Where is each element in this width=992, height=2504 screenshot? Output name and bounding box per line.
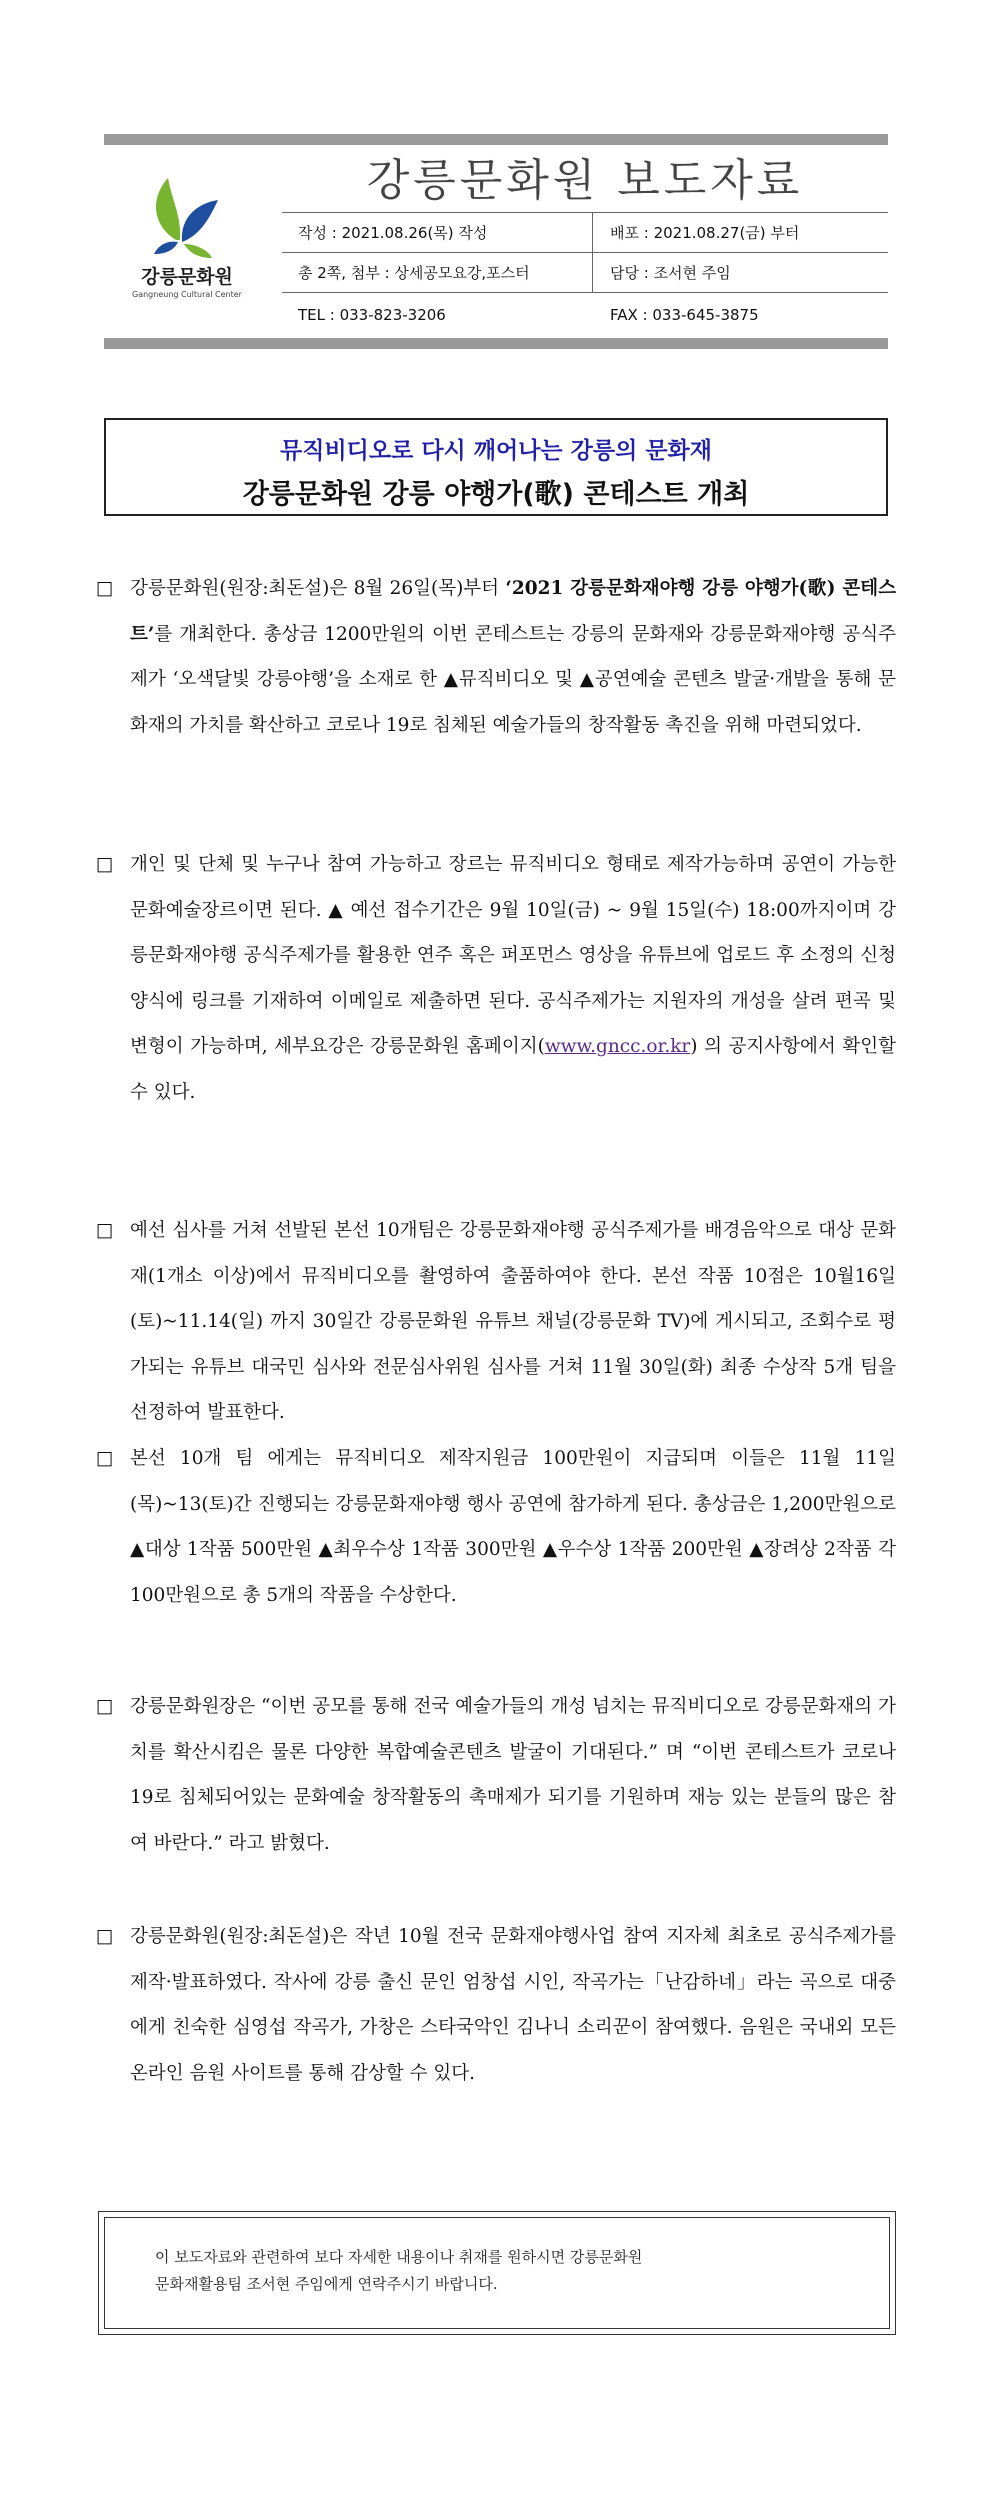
p6-text: 강릉문화원(원장:최돈설)은 작년 10월 전국 문화재야행사업 참여 지자체 최초로 공식주제가를 제작·발표하였다. 작사에 강릉 출신 문인 엄창섭 시인, 작곡가는「난감하네」라는 곡으로 대중에게 친숙한 심영섭 작곡가, 가창은 스타국악인 김나니 소리꾼이 참여했다. 음원은 국내외 모든 온라인 음원 사이트를 통해 감상할 수 있다. [130, 1926, 896, 2084]
p2-text-end: ) 의 공지사항에서 확인할 수 있다. [130, 1036, 896, 1103]
headline-subtitle: 뮤직비디오로 다시 깨어나는 강릉의 문화재 [280, 438, 712, 464]
bullet-box: □ [96, 1448, 114, 1469]
bullet-box: □ [96, 578, 114, 599]
header-rule [282, 212, 888, 213]
contest-name: ‘2021 강릉문화재야행 강릉 야행가(歌) 콘테스트’ [130, 578, 896, 645]
headline-box [104, 418, 888, 516]
logo-leaf-icon [122, 170, 252, 262]
logo [122, 170, 252, 320]
contact-person: 담당 : 조서현 주임 [610, 264, 731, 282]
distribution-date: 배포 : 2021.08.27(금) 부터 [610, 224, 800, 242]
tel-number: TEL : 033-823-3206 [298, 306, 446, 324]
homepage-link[interactable]: www.gncc.or.kr [544, 1036, 691, 1057]
header-rule [282, 252, 888, 253]
p1-text-start: 강릉문화원(원장:최돈설)은 8월 26일(목)부터 [130, 578, 506, 599]
p5-text: 강릉문화원장은 “이번 공모를 통해 전국 예술가들의 개성 넘치는 뮤직비디오로 강릉문화재의 가치를 확산시킴은 물론 다양한 복합예술콘텐츠 발굴이 기대된다.” 며 “이번 콘테스트가 코로나 19로 침체되어있는 문화예술 창작활동의 촉매제가 되기를 기원하며 재능 있는 분들의 많은 참여 바란다.” 라고 밝혔다. [130, 1696, 896, 1854]
header-divider [592, 212, 593, 292]
contact-notice-line1: 이 보도자료와 관련하여 보다 자세한 내용이나 취재를 원하시면 강릉문화원 [155, 2248, 643, 2266]
bullet-box: □ [96, 1926, 114, 1947]
fax-number: FAX : 033-645-3875 [610, 306, 759, 324]
contact-notice-line2: 문화재활용팀 조서현 주임에게 연락주시기 바랍니다. [155, 2275, 498, 2293]
p2-text-start: 개인 및 단체 및 누구나 참여 가능하고 장르는 뮤직비디오 형태로 제작가능하며 공연이 가능한 문화예술장르이면 된다. ▲ 예선 접수기간은 9월 10일(금) ~ 9월 15일(수) 18:00까지이며 강릉문화재야행 공식주제가를 활용한 연주 혹은 퍼포먼스 영상을 유튜브에 업로드 후 소정의 신청양식에 링크를 기재하여 이메일로 제출하면 된다. 공식주제가는 지원자의 개성을 살려 편곡 및 변형이 가능하며, 세부요강은 강릉문화원 홈페이지( [130, 854, 896, 1057]
paragraph-eligibility [96, 842, 896, 1115]
bullet-box: □ [96, 1696, 114, 1717]
contact-notice-text [155, 2244, 642, 2298]
p4-text: 본선 10개 팀 에게는 뮤직비디오 제작지원금 100만원이 지급되며 이들은 11월 11일(목)~13(토)간 진행되는 강릉문화재야행 행사 공연에 참가하게 된다. 총상금은 1,200만원으로 ▲대상 1작품 500만원 ▲최우수상 1작품 300만원 ▲우수상 1작품 200만원 ▲장려상 2작품 각 100만원으로 총 5개의 작품을 수상한다. [130, 1448, 896, 1606]
paragraph-theme-song [96, 1914, 896, 2096]
bullet-box: □ [96, 854, 114, 875]
written-date: 작성 : 2021.08.26(목) 작성 [298, 224, 488, 242]
page-title: 강릉문화원 보도자료 [366, 155, 804, 206]
page-count: 총 2쪽, 첨부 : 상세공모요강,포스터 [298, 264, 530, 282]
paragraph-selection [96, 1208, 896, 1436]
logo-name: 강릉문화원 [141, 266, 233, 288]
contact-notice-box [98, 2211, 896, 2335]
logo-subtitle: Gangneung Cultural Center [132, 290, 242, 299]
header-rule [282, 292, 888, 293]
header-bottom-bar [104, 338, 888, 349]
paragraph-prizes [96, 1436, 896, 1618]
p3-text: 예선 심사를 거쳐 선발된 본선 10개팀은 강릉문화재야행 공식주제가를 배경음악으로 대상 문화재(1개소 이상)에서 뮤직비디오를 촬영하여 출품하여야 한다. 본선 작품 10점은 10월16일(토)~11.14(일) 까지 30일간 강릉문화원 유튜브 채널(강릉문화 TV)에 게시되고, 조회수로 평가되는 유튜브 대국민 심사와 전문심사위원 심사를 거쳐 11월 30일(화) 최종 수상작 5개 팀을 선정하여 발표한다. [130, 1220, 896, 1423]
p1-text-end: 를 개최한다. 총상금 1200만원의 이번 콘테스트는 강릉의 문화재와 강릉문화재야행 공식주제가 ‘오색달빛 강릉야행’을 소재로 한 ▲뮤직비디오 및 ▲공연예술 콘텐츠 발굴·개발을 통해 문화재의 가치를 확산하고 코로나 19로 침체된 예술가들의 창작활동 촉진을 위해 마련되었다. [130, 623, 896, 736]
paragraph-intro [96, 566, 896, 748]
paragraph-quote [96, 1684, 896, 1866]
headline-title: 강릉문화원 강릉 야행가(歌) 콘테스트 개최 [242, 479, 750, 510]
bullet-box: □ [96, 1220, 114, 1241]
